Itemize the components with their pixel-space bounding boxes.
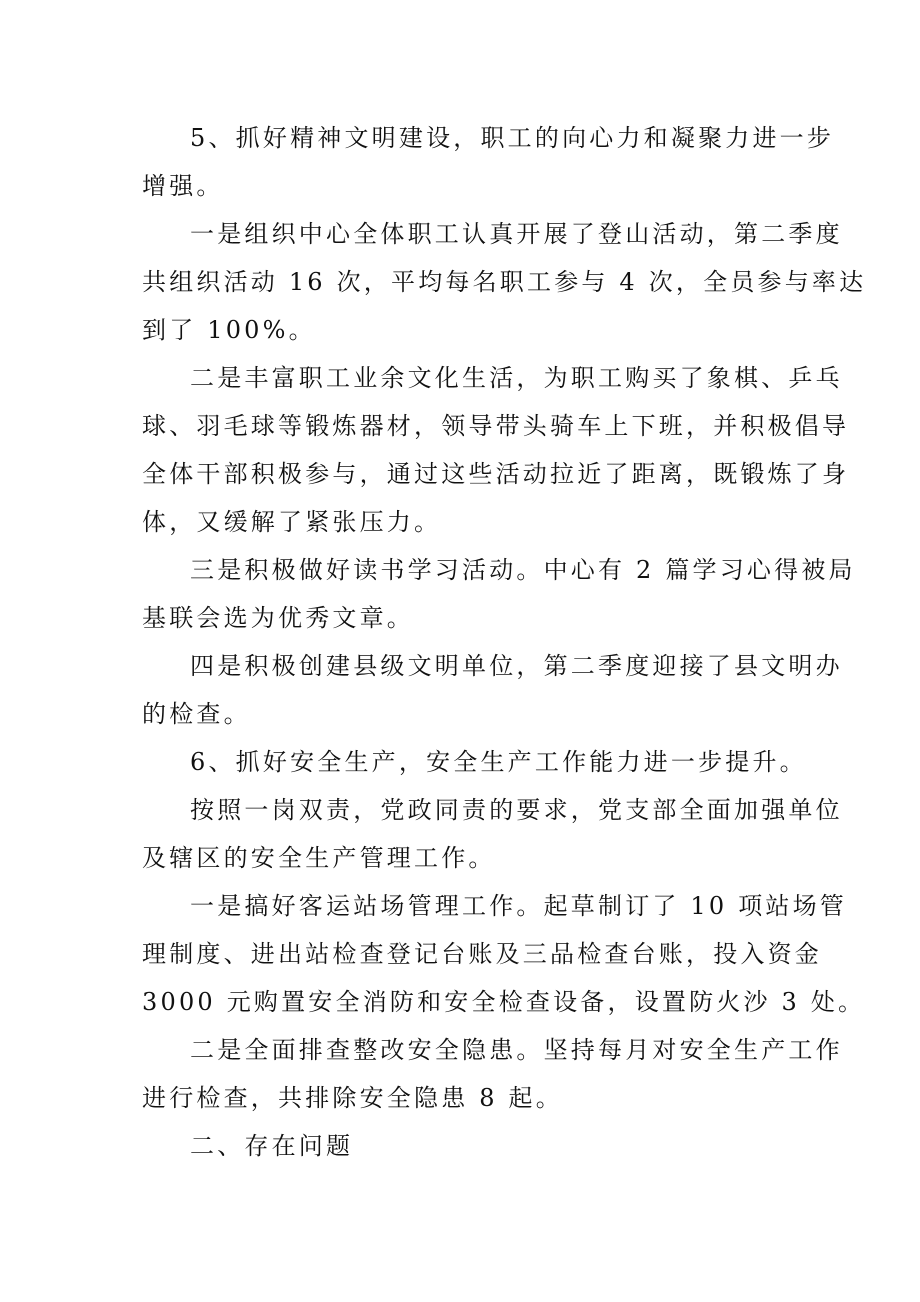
text-line: 体，又缓解了紧张压力。 (142, 508, 442, 536)
text-line: 增强。 (142, 172, 224, 200)
text-line: 全体干部积极参与，通过这些活动拉近了距离，既锻炼了身 (142, 460, 850, 488)
paragraph-line: 三是积极做好读书学习活动。中心有 2 篇学习心得被局 (190, 556, 856, 584)
paragraph-line: 二是丰富职工业余文化生活，为职工购买了象棋、乒乓 (190, 364, 843, 392)
text-line: 及辖区的安全生产管理工作。 (142, 844, 496, 872)
paragraph-line: 一是搞好客运站场管理工作。起草制订了 10 项站场管 (190, 892, 847, 920)
text-line: 球、羽毛球等锻炼器材，领导带头骑车上下班，并积极倡导 (142, 412, 850, 440)
paragraph-line: 按照一岗双责，党政同责的要求，党支部全面加强单位 (190, 796, 843, 824)
text-line: 3000 元购置安全消防和安全检查设备，设置防火沙 3 处。 (142, 988, 866, 1016)
paragraph-line: 四是积极创建县级文明单位，第二季度迎接了县文明办 (190, 652, 843, 680)
text-line: 进行检查，共排除安全隐患 8 起。 (142, 1084, 563, 1112)
paragraph-heading-6: 6、抓好安全生产，安全生产工作能力进一步提升。 (190, 748, 807, 776)
text-line: 基联会选为优秀文章。 (142, 604, 414, 632)
paragraph-line: 二是全面排查整改安全隐患。坚持每月对安全生产工作 (190, 1036, 843, 1064)
paragraph-heading-5: 5、抓好精神文明建设，职工的向心力和凝聚力进一步 (190, 124, 835, 152)
text-line: 理制度、进出站检查登记台账及三品检查台账，投入资金 (142, 940, 822, 968)
text-line: 共组织活动 16 次，平均每名职工参与 4 次，全员参与率达 (142, 268, 867, 296)
text-line: 的检查。 (142, 700, 251, 728)
section-heading: 二、存在问题 (190, 1132, 354, 1160)
text-line: 到了 100%。 (142, 316, 316, 344)
paragraph-line: 一是组织中心全体职工认真开展了登山活动，第二季度 (190, 220, 843, 248)
